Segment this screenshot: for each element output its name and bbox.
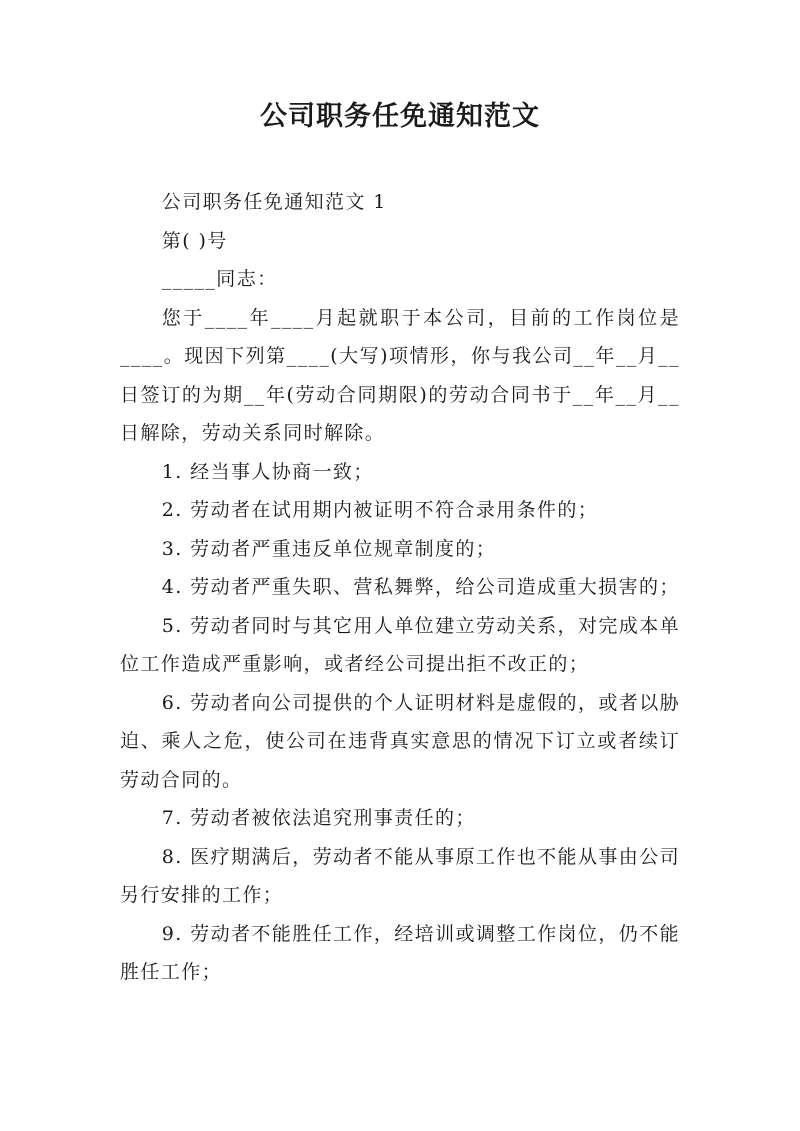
salutation: _____同志： <box>161 268 278 290</box>
list-item: 4. 劳动者严重失职、营私舞弊，给公司造成重大损害的； <box>161 576 680 598</box>
list-item: 9. 劳动者不能胜任工作，经培训或调整工作岗位，仍不能胜任工作； <box>120 922 680 983</box>
list-item: 6. 劳动者向公司提供的个人证明材料是虚假的，或者以胁迫、乘人之危，使公司在违背真实意思的情况下订立或者续订劳动合同的。 <box>120 691 680 791</box>
list-item: 2. 劳动者在试用期内被证明不符合录用条件的； <box>161 499 599 521</box>
notice-number: 第( )号 <box>161 229 228 252</box>
list-item: 3. 劳动者严重违反单位规章制度的； <box>161 537 497 560</box>
document-title: 公司职务任免通知范文 <box>260 101 540 132</box>
section-heading: 公司职务任免通知范文 1 <box>161 191 387 213</box>
list-item: 5. 劳动者同时与其它用人单位建立劳动关系，对完成本单位工作造成严重影响，或者经公司提出拒不改正的； <box>120 614 680 675</box>
list-item: 8. 医疗期满后，劳动者不能从事原工作也不能从事由公司另行安排的工作； <box>120 845 680 906</box>
list-item: 7. 劳动者被依法追究刑事责任的； <box>161 807 476 829</box>
list-item: 1. 经当事人协商一致； <box>161 460 374 483</box>
document-body <box>120 183 680 992</box>
notice-paragraph: 您于____年____月起就职于本公司，目前的工作岗位是____。现因下列第____(大写)项情形，你与我公司__年__月__日签订的为期__年(劳动合同期限)的劳动合同书于__年__月__日解除，劳动关系同时解除。 <box>120 306 680 444</box>
